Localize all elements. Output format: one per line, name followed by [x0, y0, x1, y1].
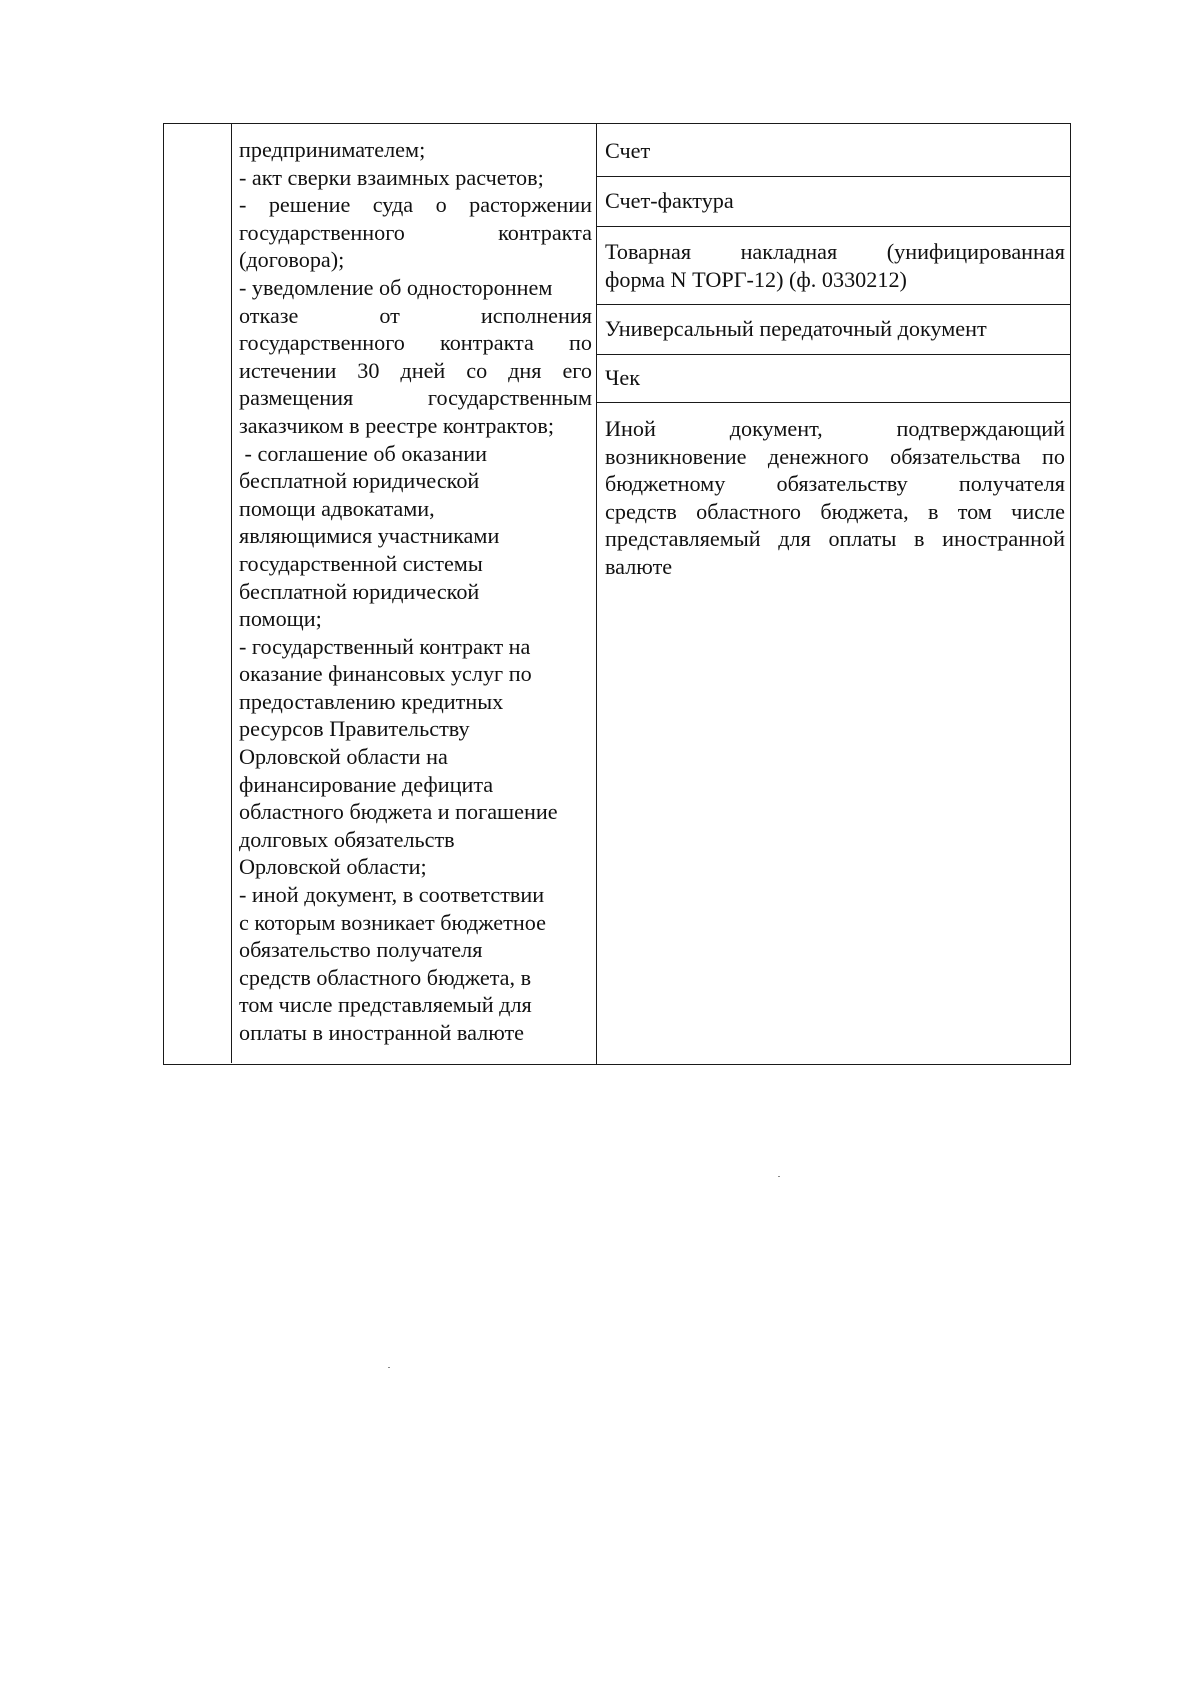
document-list-line: помощи;	[239, 606, 322, 632]
document-list-word: дня	[508, 357, 542, 383]
document-list-line: государственной системы	[239, 550, 483, 576]
doc-type-word: представляемый	[605, 526, 761, 552]
doc-type-line: форма N ТОРГ-12) (ф. 0330212)	[605, 266, 907, 292]
document-list-line: бесплатной юридической	[239, 578, 480, 604]
doc-type-word: возникновение	[605, 443, 747, 469]
document-list-word: исполнения	[480, 302, 592, 328]
doc-type-line: Чек	[605, 365, 641, 390]
document-list-line: помощи адвокатами,	[239, 495, 435, 521]
doc-type-word: числе	[1011, 498, 1065, 524]
column-divider-2	[596, 123, 597, 1065]
document-list-line: - иной документ, в соответствии	[239, 882, 545, 908]
document-list-line: - уведомление об одностороннем	[239, 274, 553, 300]
document-list-word: государственного	[239, 330, 405, 356]
doc-type-line: валюте	[605, 553, 673, 579]
doc-type-line	[605, 415, 1065, 443]
document-list-line: средств областного бюджета, в	[239, 964, 532, 990]
doc-type-word: иностранной	[942, 526, 1065, 552]
doc-type-word: получателя	[958, 471, 1065, 497]
doc-type-word: обязательства	[890, 443, 1021, 469]
document-list-line: - акт сверки взаимных расчетов;	[239, 164, 544, 190]
document-list-word: его	[562, 357, 592, 383]
row-divider	[596, 176, 1071, 177]
doc-type-line	[605, 443, 1065, 471]
document-list-word: государственного	[239, 219, 405, 245]
document-list-word: от	[379, 302, 400, 328]
document-list-line: (договора);	[239, 247, 345, 273]
doc-type-word: в	[927, 498, 939, 524]
row-divider	[596, 354, 1071, 355]
document-list-line: предпринимателем;	[239, 137, 426, 162]
doc-type-word: Иной	[605, 416, 656, 441]
document-list-word: со	[466, 357, 488, 383]
doc-type-word: том	[957, 498, 992, 524]
document-list-line: с которым возникает бюджетное	[239, 909, 546, 935]
row-divider	[596, 304, 1071, 305]
doc-type-line: Универсальный передаточный документ	[605, 316, 987, 341]
column-divider-1	[231, 123, 232, 1063]
doc-type-word: подтверждающий	[896, 416, 1065, 441]
document-list-line: предоставлению кредитных	[239, 688, 504, 714]
document-list-line	[239, 357, 592, 385]
document-list-line: долговых обязательств	[239, 826, 455, 852]
doc-type-line	[605, 470, 1065, 498]
doc-type-word: (унифицированная	[886, 239, 1065, 264]
document-list-line: ресурсов Правительству	[239, 716, 470, 742]
document-list-word: контракта	[498, 219, 592, 245]
doc-type-word: бюджета,	[820, 498, 909, 524]
doc-type-cell-1	[605, 137, 1065, 165]
doc-type-word: Товарная	[605, 239, 692, 264]
doc-type-word: документ,	[729, 416, 823, 441]
document-list-line: бесплатной юридической	[239, 468, 480, 494]
document-list-line	[239, 384, 592, 412]
doc-type-word: накладная	[740, 239, 838, 264]
doc-type-cell-3	[605, 238, 1065, 293]
document-list-cell	[239, 136, 592, 1047]
document-list-word: расторжении	[469, 192, 592, 218]
document-list-line: оплаты в иностранной валюте	[239, 1020, 525, 1045]
doc-type-word: оплаты	[828, 526, 897, 552]
document-list-word: суда	[372, 192, 414, 218]
document-list-line: являющимися участниками	[239, 523, 500, 549]
doc-type-cell-2	[605, 187, 1065, 215]
document-list-line: оказание финансовых услуг по	[239, 661, 532, 687]
document-list-line: обязательство получателя	[239, 937, 483, 963]
document-list-word: истечении	[239, 357, 337, 383]
doc-type-word: для	[778, 526, 811, 552]
document-list-line	[239, 219, 592, 247]
doc-type-line	[605, 525, 1065, 553]
document-list-word: государственным	[427, 385, 592, 411]
document-list-word: контракта	[440, 330, 534, 356]
doc-type-line	[605, 498, 1065, 526]
doc-type-line: Счет	[605, 138, 651, 163]
document-list-word: по	[569, 330, 592, 356]
doc-type-word: в	[913, 526, 925, 552]
document-list-line: областного бюджета и погашение	[239, 799, 558, 825]
document-list-line: том числе представляемый для	[239, 992, 532, 1018]
scan-speck	[778, 1176, 780, 1177]
doc-type-word: бюджетному	[605, 471, 726, 497]
doc-type-word: областного	[696, 498, 802, 524]
doc-type-cell-4	[605, 315, 1065, 343]
document-list-line: Орловской области на	[239, 744, 448, 770]
document-list-word: решение	[268, 192, 351, 218]
document-list-line: заказчиком в реестре контрактов;	[239, 412, 554, 438]
scan-speck	[388, 1367, 390, 1368]
doc-type-word: денежного	[767, 443, 869, 469]
document-list-line: - соглашение об оказании	[239, 440, 487, 466]
document-list-word: -	[239, 192, 247, 218]
doc-type-cell-5	[605, 364, 1065, 392]
document-list-word: отказе	[239, 302, 299, 328]
row-divider	[596, 226, 1071, 227]
document-list-line	[239, 302, 592, 330]
doc-type-word: по	[1042, 443, 1065, 469]
document-list-line	[239, 191, 592, 219]
document-list-word: дней	[400, 357, 446, 383]
doc-type-line	[605, 238, 1065, 266]
doc-type-line: Счет-фактура	[605, 188, 734, 213]
document-list-line: Орловской области;	[239, 854, 427, 880]
doc-type-word: обязательству	[776, 471, 908, 497]
document-list-line	[239, 329, 592, 357]
document-list-word: о	[435, 192, 447, 218]
document-list-line: финансирование дефицита	[239, 771, 494, 797]
row-divider	[596, 402, 1071, 403]
document-list-word: размещения	[239, 385, 354, 411]
doc-type-word: средств	[605, 498, 677, 524]
doc-type-cell-6	[605, 415, 1065, 581]
document-list-line: - государственный контракт на	[239, 633, 531, 659]
document-list-word: 30	[357, 357, 380, 383]
